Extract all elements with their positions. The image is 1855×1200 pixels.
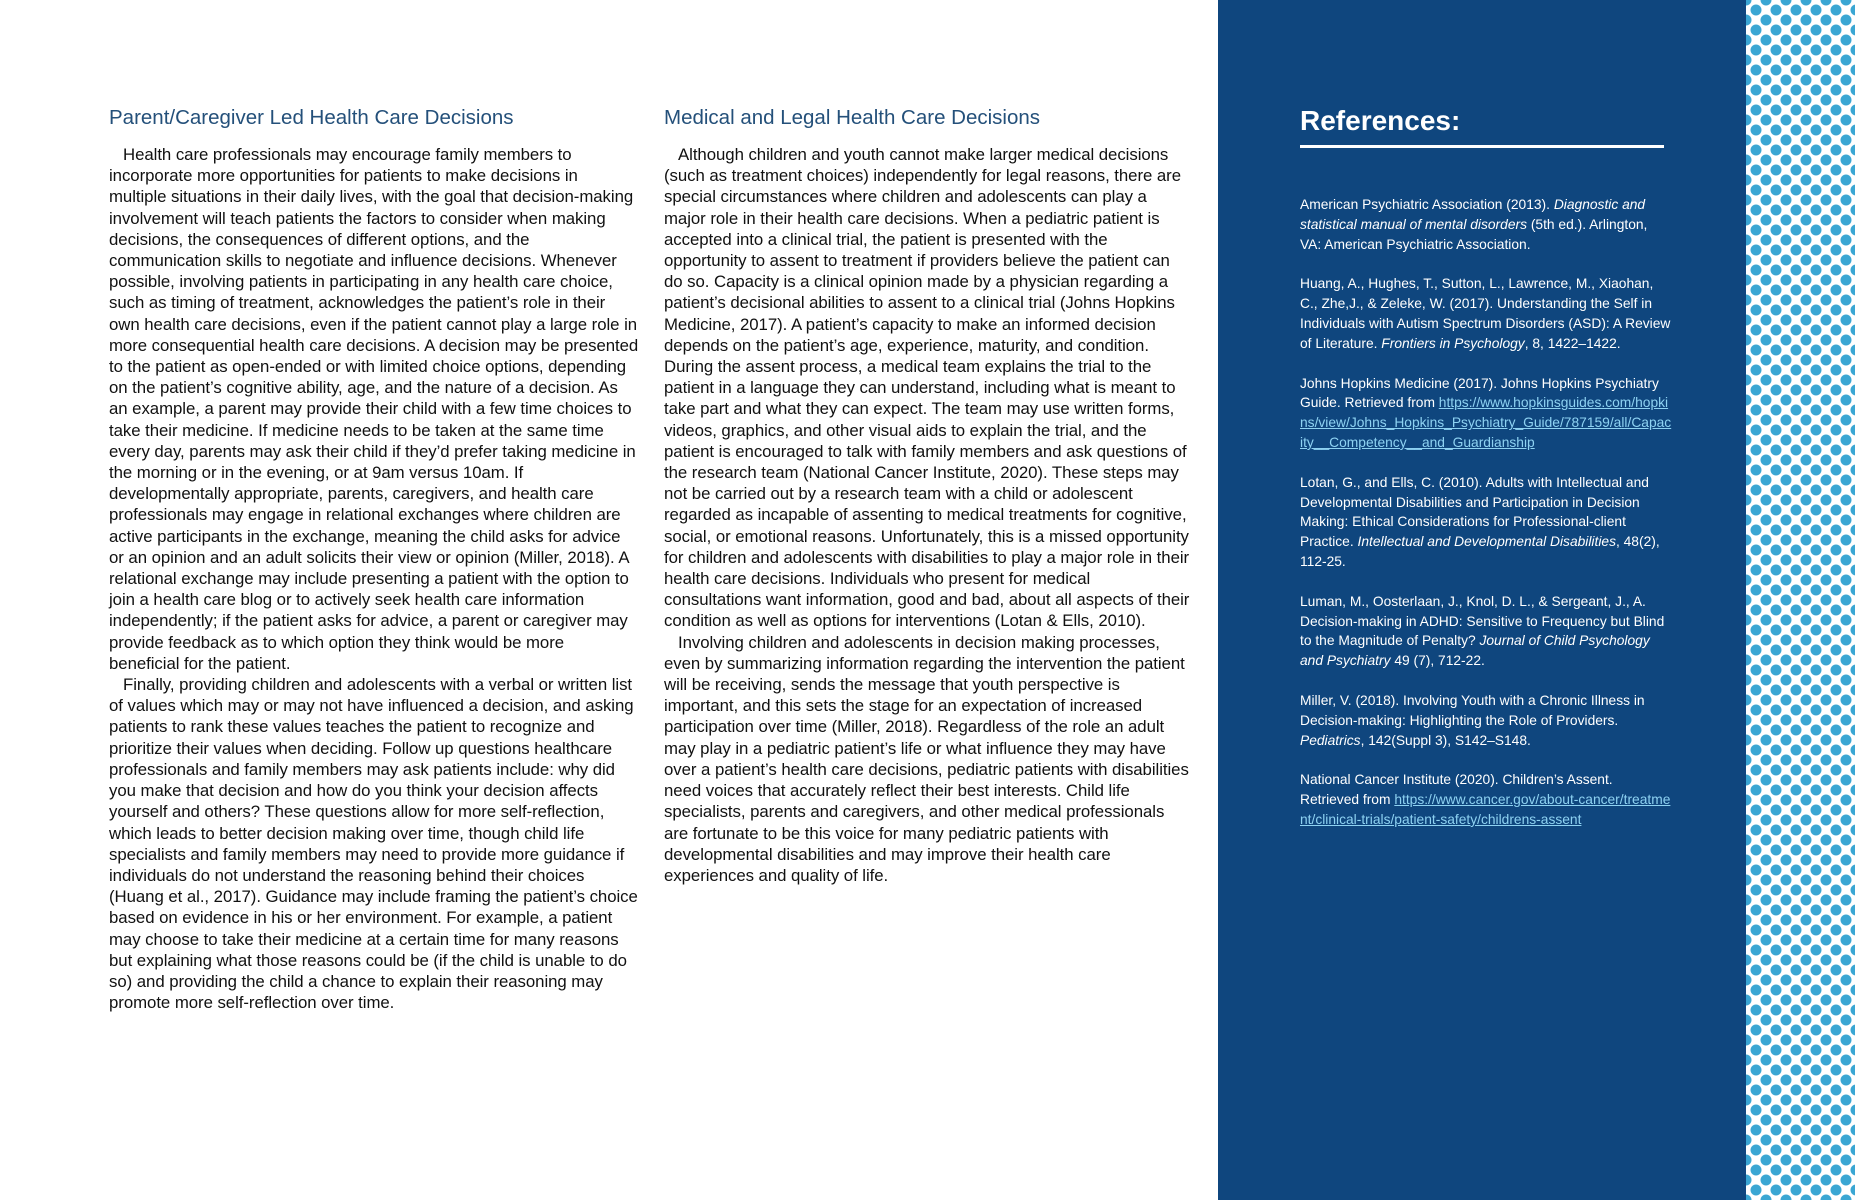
reference-text: (5th ed.). Arlington, VA: American Psychiatric Association. (1300, 216, 1648, 252)
body-paragraph: Finally, providing children and adolescents with a verbal or written list of values which may or may not have influenced a decision, and asking patients to rank these values teaches the patient to recognize and prioritize their values when deciding. Follow up questions healthcare professionals and family members may ask patients include: why did you make that decision and how do you think your decision affects yourself and others? These questions allow for more self-reflection, which leads to better decision making over time, though child life specialists and family members may need to provide more guidance if individuals do not understand the reasoning behind their choices (Huang et al., 2017). Guidance may include framing the patient’s choice based on evidence in his or her environment. For example, a patient may choose to take their medicine at a certain time for many reasons but explaining what those reasons could be (if the child is unable to do so) and providing the child a chance to explain their reasoning may promote more self-reflection over time. (109, 675, 638, 1013)
reference-italic-title: Diagnostic and statistical manual of mental disorders (1300, 197, 1646, 232)
reference-entry (1300, 592, 1672, 671)
reference-italic-title: Pediatrics (1300, 732, 1361, 748)
body-paragraph: Involving children and adolescents in decision making processes, even by summarizing information regarding the intervention the patient will be receiving, sends the message that youth perspective is important, and this sets the stage for an expectation of increased participation over time (Miller, 2018). Regardless of the role an adult may play in a pediatric patient’s life or what influence they may have over a patient’s health care decisions, pediatric patients with disabilities need voices that accurately reflect their best interests. Child life specialists, parents and caregivers, and other medical professionals are fortunate to be this voice for many pediatric patients with developmental disabilities and may improve their health care experiences and quality of life. (664, 632, 1189, 885)
reference-link[interactable]: https://www.hopkinsguides.com/hopkins/view/Johns_Hopkins_Psychiatry_Guide/787159/all/Capacity__Competency__and_Guardianship (1300, 395, 1672, 450)
reference-entry (1300, 770, 1672, 829)
decorative-dot-pattern (1746, 0, 1855, 1200)
reference-link[interactable]: https://www.cancer.gov/about-cancer/treatment/clinical-trials/patient-safety/childrens-assent (1300, 792, 1671, 827)
reference-text: Huang, A., Hughes, T., Sutton, L., Lawrence, M., Xiaohan, C., Zhe,J., & Zeleke, W. (2017). Understanding the Self in Individuals with Autism Spectrum Disorders (ASD): A Review of Literature. (1300, 276, 1671, 351)
reference-entry (1300, 374, 1672, 453)
reference-entry (1300, 473, 1672, 572)
reference-entry (1300, 195, 1672, 254)
reference-entry (1300, 274, 1672, 353)
references-divider (1300, 145, 1664, 148)
reference-text: , 48(2), 112-25. (1300, 534, 1660, 569)
reference-italic-title: Intellectual and Developmental Disabilities (1357, 534, 1616, 550)
references-list (1300, 195, 1672, 850)
left-column-heading: Parent/Caregiver Led Health Care Decisions (109, 106, 514, 129)
middle-column (664, 104, 1192, 886)
reference-text: American Psychiatric Association (2013). (1300, 197, 1554, 212)
reference-entry (1300, 691, 1672, 750)
reference-text: 49 (7), 712-22. (1390, 653, 1485, 669)
references-title: References: (1300, 105, 1461, 136)
reference-italic-title: Journal of Child Psychology and Psychiatry (1300, 633, 1650, 669)
reference-italic-title: Frontiers in Psychology (1381, 335, 1525, 351)
reference-text: Luman, M., Oosterlaan, J., Knol, D. L., & Sergeant, J., A. Decision-making in ADHD: Sensitive to Frequency but Blind to the Magnitude of Penalty? (1300, 593, 1665, 649)
references-panel (1218, 0, 1746, 1200)
reference-text: Lotan, G., and Ells, C. (2010). Adults with Intellectual and Developmental Disabilities and Participation in Decision Making: Ethical Considerations for Professional-client Practice. (1300, 474, 1649, 550)
reference-text: Miller, V. (2018). Involving Youth with a Chronic Illness in Decision-making: Highlighting the Role of Providers. (1300, 692, 1645, 728)
body-paragraph: Health care professionals may encourage family members to incorporate more opportunities for patients to make decisions in multiple situations in their daily lives, with the goal that decision-making involvement will teach patients the factors to consider when making decisions, the consequences of different options, and the communication skills to negotiate and influence decisions. Whenever possible, involving patients in participating in any health care choice, such as timing of treatment, acknowledges the patient’s role in their own health care decisions, even if the patient cannot play a large role in more consequential health care decisions. A decision may be presented to the patient as open-ended or with limited choice options, depending on the patient’s cognitive ability, age, and the nature of a decision. As an example, a parent may provide their child with a few time choices to take their medicine. If medicine needs to be taken at the same time every day, parents may ask their child if they’d prefer taking medicine in the morning or in the evening, or at 9am versus 10am. If developmentally appropriate, parents, caregivers, and health care professionals may engage in relational exchanges where children are active participants in the exchange, meaning the child asks for advice or an opinion and an adult solicits their view or opinion (Miller, 2018). A relational exchange may include presenting a patient with the option to join a health care blog or to actively seek health care information independently; if the patient asks for advice, a parent or caregiver may provide feedback as to which option they think would be more beneficial for the patient. (109, 145, 639, 673)
reference-text: , 142(Suppl 3), S142–S148. (1360, 732, 1531, 748)
left-column (109, 104, 639, 1013)
body-paragraph: Although children and youth cannot make larger medical decisions (such as treatment choices) independently for legal reasons, there are special circumstances where children and adolescents can play a major role in their health care decisions. When a pediatric patient is accepted into a clinical trial, the patient is presented with the opportunity to assent to treatment if providers believe the patient can do so. Capacity is a clinical opinion made by a physician regarding a patient’s decisional abilities to assent to a clinical trial (Johns Hopkins Medicine, 2017). A patient’s capacity to make an informed decision depends on the patient’s age, experience, maturity, and condition. During the assent process, a medical team explains the trial to the patient in a language they can understand, including what is meant to take part and what they can expect. The team may use written forms, videos, graphics, and other visual aids to explain the trial, and the patient is encouraged to talk with family members and ask questions of the research team (National Cancer Institute, 2020). These steps may not be carried out by a research team with a child or adolescent regarded as incapable of assenting to medical treatments for cognitive, social, or emotional reasons. Unfortunately, this is a missed opportunity for children and adolescents with disabilities to play a major role in their health care decisions. Individuals who present for medical consultations want information, good and bad, about all aspects of their condition as well as options for interventions (Lotan & Ells, 2010). (664, 145, 1190, 631)
middle-column-heading: Medical and Legal Health Care Decisions (664, 106, 1041, 129)
reference-text: Johns Hopkins Medicine (2017). Johns Hopkins Psychiatry Guide. Retrieved from (1300, 375, 1659, 411)
reference-text: National Cancer Institute (2020). Children’s Assent. Retrieved from (1300, 772, 1613, 808)
reference-text: , 8, 1422–1422. (1524, 335, 1621, 351)
